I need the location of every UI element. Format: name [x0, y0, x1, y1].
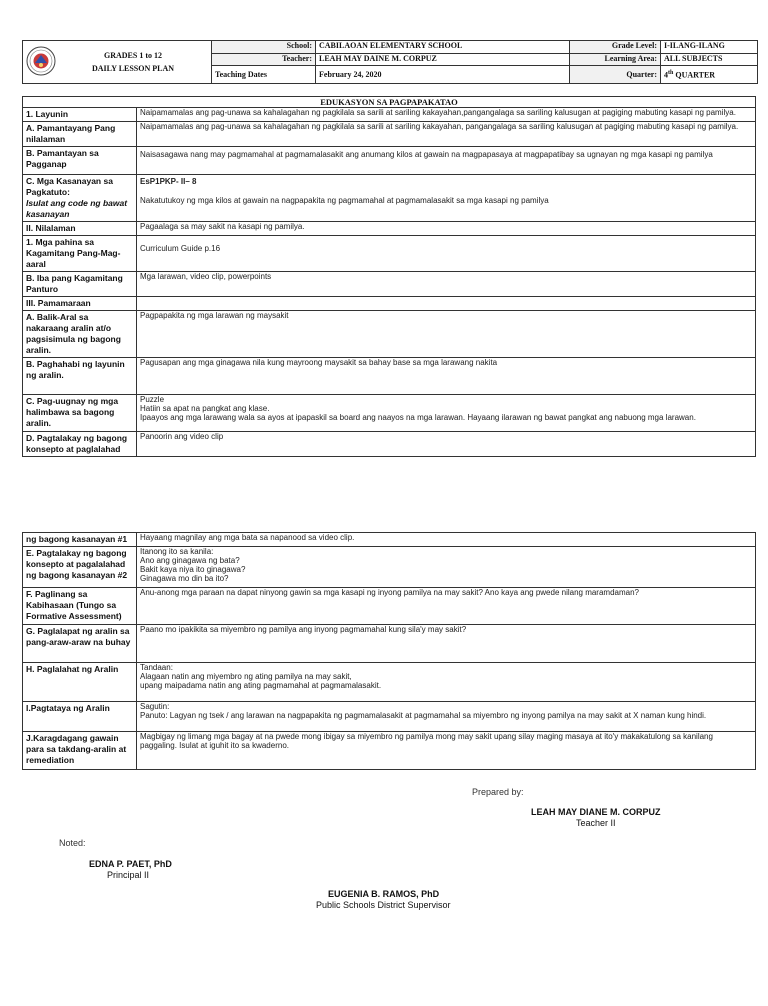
row-content-line: upang maipadama natin ang ating pagmamahal at pagmamalasakit. — [140, 681, 382, 690]
school-label: School: — [212, 41, 316, 54]
lesson-row — [23, 358, 756, 395]
row-label-text: A. Pamantayang Pang nilalaman — [26, 123, 116, 144]
row-content — [137, 122, 756, 147]
row-label — [23, 122, 137, 147]
row-content — [137, 702, 756, 732]
row-label — [23, 588, 137, 625]
lesson-row — [23, 547, 756, 588]
row-content-line: Puzzle — [140, 395, 165, 404]
row-content — [137, 272, 756, 297]
principal-title: Principal II — [107, 870, 150, 880]
quarter-value: 4th QUARTER — [661, 66, 758, 84]
prepared-by-label: Prepared by: — [472, 787, 524, 797]
lesson-row — [23, 147, 756, 175]
row-label — [23, 732, 137, 770]
teaching-dates-value: February 24, 2020 — [316, 66, 570, 84]
row-content-line: Naipamamalas ang pag-unawa sa kahalagahan ng pagkilala sa sarili at sariling kakayahan,pangangalaga sa sariling kalusugan at pagiging mabuting kasapi ng pamilya. — [140, 108, 736, 117]
row-content-line: Pagusapan ang mga ginagawa nila kung mayroong maysakit sa bahay base sa mga larawang nakita — [140, 358, 498, 367]
teacher-value: LEAH MAY DAINE M. CORPUZ — [316, 54, 570, 66]
row-label — [23, 175, 137, 222]
row-content — [137, 222, 756, 236]
row-content — [137, 395, 756, 432]
lesson-row — [23, 175, 756, 222]
row-label — [23, 663, 137, 702]
lesson-row — [23, 533, 756, 547]
lesson-row — [23, 395, 756, 432]
row-content — [137, 533, 756, 547]
lesson-table-part2 — [22, 532, 756, 770]
lesson-row — [23, 588, 756, 625]
preparer-name: LEAH MAY DIANE M. CORPUZ — [531, 807, 661, 817]
row-content-line: Bakit kaya niya ito ginagawa? — [140, 565, 246, 574]
row-content — [137, 147, 756, 175]
row-label — [23, 222, 137, 236]
row-content — [137, 108, 756, 122]
row-content-line: Naisasagawa nang may pagmamahal at pagmamalasakit ang anumang kilos at gawain na magpapasaya at magpapatibay sa ugnayan ng mga kasapi ng pamilya — [140, 150, 713, 159]
header-table — [22, 40, 758, 84]
row-label-note: Isulat ang code ng bawat kasanayan — [26, 198, 128, 219]
supervisor-name: EUGENIA B. RAMOS, PhD — [328, 889, 440, 899]
row-label-text: III. Pamamaraan — [26, 298, 91, 308]
row-label — [23, 547, 137, 588]
teacher-label: Teacher: — [212, 54, 316, 66]
row-label — [23, 311, 137, 358]
lesson-row — [23, 432, 756, 457]
header-title-cell — [23, 41, 212, 84]
row-content-line: Curriculum Guide p.16 — [140, 244, 221, 253]
quarter-label: Quarter: — [570, 66, 661, 84]
school-value: CABILAOAN ELEMENTARY SCHOOL — [316, 41, 570, 54]
grade-level-label: Grade Level: — [570, 41, 661, 54]
row-label-text: II. Nilalaman — [26, 223, 76, 233]
lesson-row — [23, 625, 756, 663]
row-label-text: B. Paghahabi ng layunin ng aralin. — [26, 359, 125, 380]
row-content-line: Sagutin: — [140, 702, 170, 711]
row-content-line: Nakatutukoy ng mga kilos at gawain na nagpapakita ng pagmamahal at pagmamalasakit sa mga kasapi ng pamilya — [140, 196, 549, 205]
row-content — [137, 175, 756, 222]
row-content — [137, 432, 756, 457]
row-content-line: Panoorin ang video clip — [140, 432, 224, 441]
row-label — [23, 625, 137, 663]
deped-seal-icon — [26, 46, 56, 76]
principal-name: EDNA P. PAET, PhD — [89, 859, 172, 869]
row-label — [23, 297, 137, 311]
lesson-row — [23, 702, 756, 732]
lesson-row — [23, 222, 756, 236]
row-label — [23, 533, 137, 547]
learning-area-value: ALL SUBJECTS — [661, 54, 758, 66]
row-label — [23, 702, 137, 732]
row-label-text: F. Paglinang sa Kabihasaan (Tungo sa Formative Assessment) — [26, 589, 122, 621]
row-label-text: J.Karagdagang gawain para sa takdang-aralin at remediation — [26, 733, 127, 765]
row-label — [23, 432, 137, 457]
lesson-row — [23, 663, 756, 702]
row-content — [137, 732, 756, 770]
row-label-text: 1. Layunin — [26, 109, 69, 119]
row-content-line: Magbigay ng limang mga bagay at na pwede mong ibigay sa miyembro ng pamilya mong may sakit upang silay maging masaya at ito'y makakatulong sa kanilang paggaling. Isulat at iguhit ito sa kwaderno. — [140, 732, 713, 750]
row-label — [23, 236, 137, 272]
row-label-text: 1. Mga pahina sa Kagamitang Pang-Mag-aaral — [26, 237, 121, 269]
learning-area-label: Learning Area: — [570, 54, 661, 66]
row-label — [23, 147, 137, 175]
row-content-line: Ipaayos ang mga larawang wala sa ayos at ipapaskil sa board ang naayos na mga larawan. Hayaang ilarawan ng bawat pangkat ang nabuong mga larawan. — [140, 413, 696, 422]
lesson-row — [23, 297, 756, 311]
lesson-row — [23, 108, 756, 122]
row-content-line: Mga larawan, video clip, powerpoints — [140, 272, 272, 281]
row-content — [137, 358, 756, 395]
row-label-text: G. Paglalapat ng aralin sa pang-araw-araw na buhay — [26, 626, 131, 647]
row-content-line: Itanong ito sa kanila: — [140, 547, 214, 556]
row-label — [23, 272, 137, 297]
row-content-line: Ano ang ginagawa ng bata? — [140, 556, 240, 565]
lesson-row — [23, 311, 756, 358]
teaching-dates-label: Teaching Dates — [212, 66, 316, 84]
lesson-row — [23, 732, 756, 770]
row-label-text: I.Pagtataya ng Aralin — [26, 703, 110, 713]
row-content-line: Pagaalaga sa may sakit na kasapi ng pamilya. — [140, 222, 305, 231]
row-content — [137, 311, 756, 358]
lesson-row — [23, 236, 756, 272]
row-content-line: Anu-anong mga paraan na dapat ninyong gawin sa mga kasapi ng inyong pamilya na may sakit? Ano kaya ang pwede nilang maramdaman? — [140, 588, 639, 597]
row-label-text: ng bagong kasanayan #1 — [26, 534, 128, 544]
row-content-line: Hayaang magnilay ang mga bata sa napanood sa video clip. — [140, 533, 355, 542]
row-content-line: Tandaan: — [140, 663, 173, 672]
row-content-line: Paano mo ipakikita sa miyembro ng pamilya ang inyong pagmamahal kung sila'y may sakit? — [140, 625, 467, 634]
noted-label: Noted: — [59, 838, 86, 848]
row-content — [137, 625, 756, 663]
row-label-text: B. Iba pang Kagamitang Panturo — [26, 273, 123, 294]
row-label-text: C. Mga Kasanayan sa Pagkatuto: — [26, 176, 113, 197]
row-content — [137, 547, 756, 588]
row-label — [23, 108, 137, 122]
row-label-text: H. Paglalahat ng Aralin — [26, 664, 119, 674]
row-label-text: C. Pag-uugnay ng mga halimbawa sa bagong aralin. — [26, 396, 119, 428]
lesson-row — [23, 122, 756, 147]
lesson-table-part1 — [22, 96, 756, 457]
row-content-line: Naipamamalas ang pag-unawa sa kahalagahan ng pagkilala sa sarili at sariling kakayahan, pangangalaga sa sariling kalusugan at pagiging mabuting kasapi ng pamilya. — [140, 122, 739, 131]
grade-level-value: I-ILANG-ILANG — [661, 41, 758, 54]
plan-type-title: DAILY LESSON PLAN — [91, 64, 175, 73]
row-label-text: D. Pagtalakay ng bagong konsepto at paglalahad — [26, 433, 128, 454]
competency-code: EsP1PKP- II– 8 — [140, 177, 197, 186]
row-content — [137, 236, 756, 272]
row-label — [23, 395, 137, 432]
lesson-row — [23, 272, 756, 297]
row-content-line: Hatiin sa apat na pangkat ang klase. — [140, 404, 270, 413]
row-content — [137, 588, 756, 625]
row-label — [23, 358, 137, 395]
row-label-text: A. Balik-Aral sa nakaraang aralin at/o pagsisimula ng bagong aralin. — [26, 312, 121, 355]
row-content-line: Ginagawa mo din ba ito? — [140, 574, 229, 583]
row-content — [137, 663, 756, 702]
plan-grades-title: GRADES 1 to 12 — [103, 51, 162, 60]
row-content-line: Alagaan natin ang miyembro ng ating pamilya na may sakit, — [140, 672, 352, 681]
row-content — [137, 297, 756, 311]
preparer-title: Teacher II — [576, 818, 616, 828]
subject-banner: EDUKASYON SA PAGPAPAKATAO — [23, 97, 756, 108]
row-content-line: Pagpapakita ng mga larawan ng maysakit — [140, 311, 289, 320]
row-label-text: E. Pagtalakay ng bagong konsepto at pagalalahad ng bagong kasanayan #2 — [26, 548, 128, 580]
row-label-text: B. Pamantayan sa Pagganap — [26, 148, 99, 169]
supervisor-title: Public Schools District Supervisor — [316, 900, 451, 910]
row-content-line: Panuto: Lagyan ng tsek / ang larawan na nagpapakita ng pagmamalasakit at pagmamahal sa miyembro ng inyong pamilya na may sakit at X naman kung hindi. — [140, 711, 707, 720]
